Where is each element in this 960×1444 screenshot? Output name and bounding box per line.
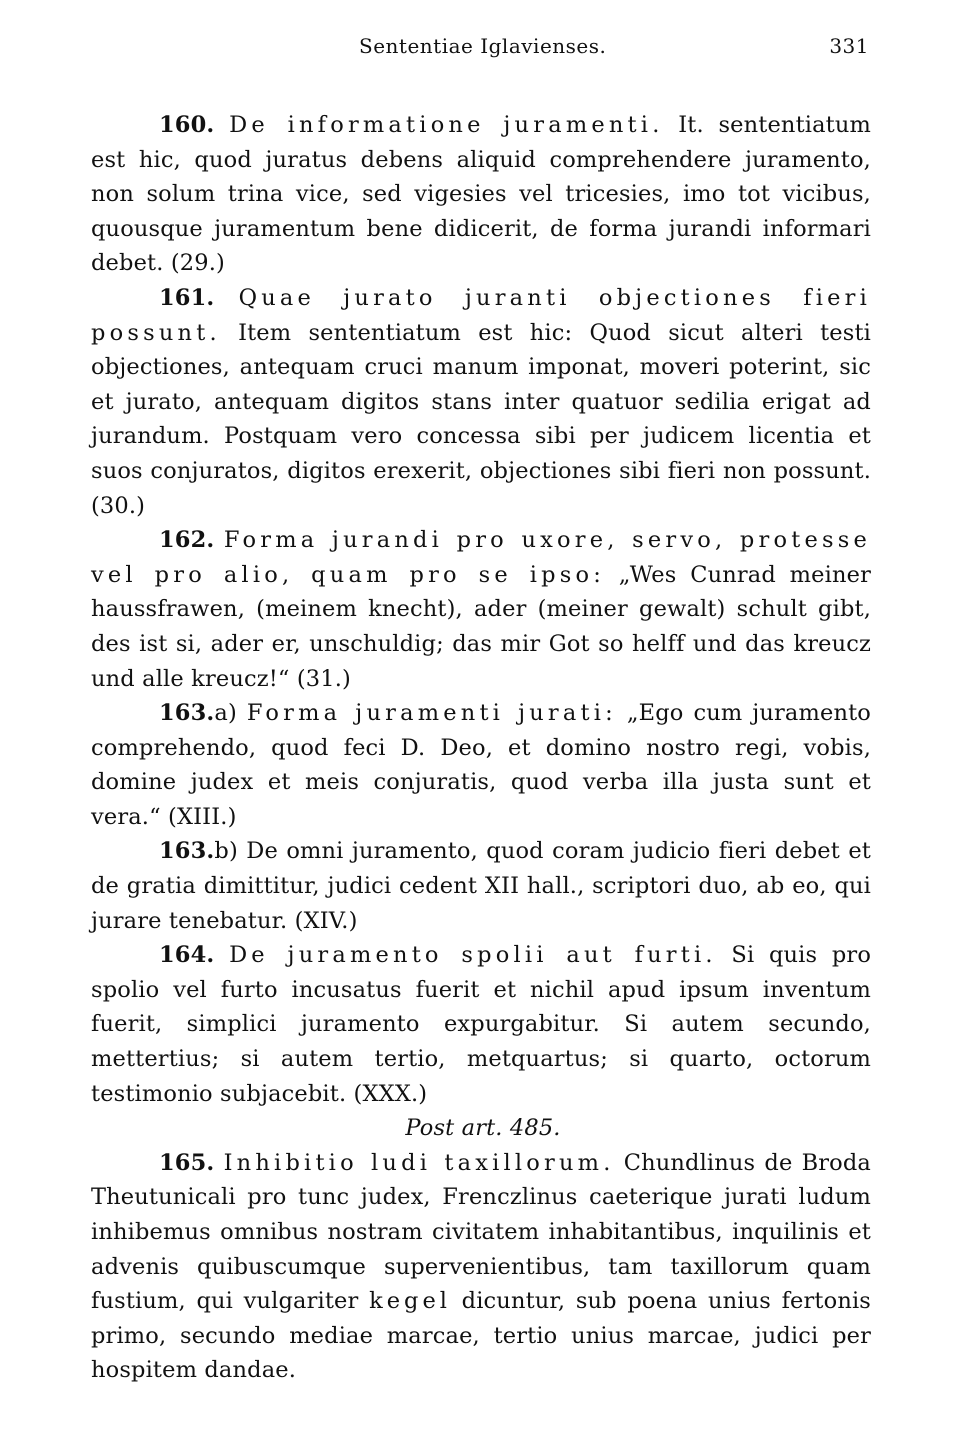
article-number: 160.: [159, 112, 215, 138]
article-number: 163.: [159, 700, 215, 727]
paragraph-165: [91, 1146, 871, 1388]
article-heading: Quae jurato juranti objectiones fieri possunt.: [91, 284, 871, 346]
paragraph-163a: [91, 696, 871, 834]
article-subletter: b): [214, 838, 238, 865]
article-heading: Forma jurandi pro uxore, servo, protesse vel pro alio, quam pro se ipso:: [91, 527, 871, 588]
paragraph-161: [91, 281, 871, 523]
article-number: 161.: [159, 284, 215, 311]
running-head-title: Sententiae Iglavienses.: [359, 34, 607, 58]
article-number: 162.: [159, 527, 215, 554]
page-number: 331: [829, 34, 869, 58]
article-heading: Forma juramenti jurati:: [246, 700, 617, 727]
article-text: De omni juramento, quod coram judicio fieri debet et de gratia dimittitur, judici cedent XII hall., scriptori duo, ab eo, qui jurare tenebatur. (XIV.): [91, 838, 871, 934]
article-number: 163.: [159, 838, 215, 865]
article-text: Si quis pro spolio vel furto incusatus fuerit et nichil apud ipsum inventum fuerit, simplici juramento expurgabitur. Si autem secundo, mettertius; si autem tertio, metquartus; si quarto, octorum testimonio subjacebit. (XXX.): [91, 942, 872, 1107]
section-heading: Post art. 485.: [405, 1115, 561, 1142]
body-text: [91, 108, 871, 1388]
article-heading: De juramento spolii aut furti.: [229, 942, 717, 969]
article-text: It. sententiatum est hic, quod juratus debens aliquid comprehendere juramento, non solum trina vice, sed vigesies vel tricesies, imo tot vicibus, quousque juramentum bene didicerit, de forma jurandi informari debet. (29.): [91, 112, 871, 277]
article-heading: Inhibitio ludi taxillorum.: [223, 1149, 615, 1176]
article-text: „Wes Cunrad meiner haussfrawen, (meinem knecht), ader (meiner gewalt) schult gibt, des ist si, ader er, unschuldig; das mir Got so helff und das kreucz und alle kreucz!“ (31.): [91, 561, 871, 692]
spaced-word: kegel: [369, 1288, 451, 1315]
article-text-part2: dicuntur, sub poena unius fertonis primo, secundo mediae marcae, tertio unius marcae, judici per hospitem dandae.: [91, 1288, 871, 1384]
article-subletter: a): [214, 700, 237, 727]
book-page: [91, 34, 871, 1388]
article-text: „Ego cum juramento comprehendo, quod feci D. Deo, et domino nostro regi, vobis, domine judex et meis conjuratis, quod verba illa justa sunt et vera.“ (XIII.): [91, 700, 871, 830]
paragraph-164: [91, 938, 871, 1111]
paragraph-162: [91, 523, 871, 696]
paragraph-160: [91, 108, 871, 281]
paragraph-163b: [91, 834, 871, 938]
article-number: 164.: [159, 942, 215, 969]
article-number: 165.: [159, 1149, 215, 1176]
article-text-part1: Chundlinus de Broda Theutunicali pro tunc judex, Frenczlinus caeterique jurati ludum inhibemus omnibus nostram civitatem inhabitantibus, inquilinis et advenis quibuscumque supervenientibus, tam taxillorum quam fustium, qui vulgariter: [91, 1149, 871, 1315]
running-head: [91, 34, 871, 64]
article-heading: De informatione juramenti.: [229, 112, 664, 138]
article-text: Item sententiatum est hic: Quod sicut alteri testi objectiones, antequam cruci manum imponat, moveri poterint, sic et jurato, antequam digitos stans inter quatuor sedilia erigat ad jurandum. Postquam vero concessa sibi per judicem licentia et suos conjuratos, digitos erexerit, objectiones sibi fieri non possunt. (30.): [91, 319, 871, 519]
